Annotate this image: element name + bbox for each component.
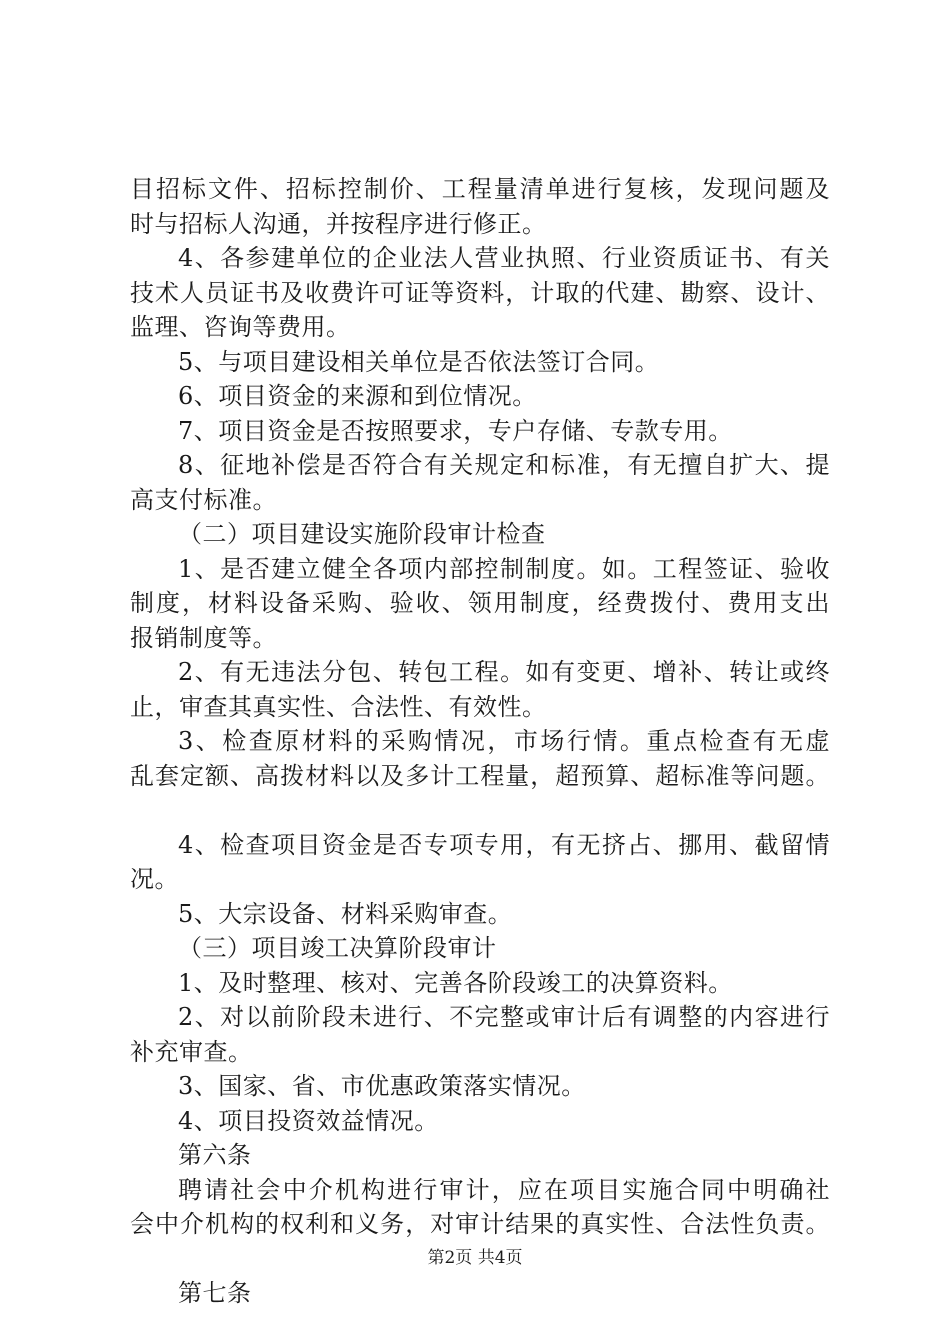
paragraph-line: 监理、咨询等费用。 [130, 313, 351, 341]
paragraph-line: 1、是否建立健全各项内部控制制度。如。工程签证、验收 [178, 554, 830, 583]
blank-line [130, 793, 830, 828]
paragraph-line: 3、检查原材料的采购情况，市场行情。重点检查有无虚 [178, 727, 830, 755]
paragraph-line: 6、项目资金的来源和到位情况。 [178, 382, 537, 410]
paragraph-line: 5、与项目建设相关单位是否依法签订合同。 [178, 347, 660, 376]
paragraph-line: 第七条 [178, 1279, 252, 1307]
paragraph-line: 目招标文件、招标控制价、工程量清单进行复核，发现问题及 [130, 175, 830, 203]
paragraph-line: 时与招标人沟通，并按程序进行修正。 [130, 209, 547, 238]
paragraph-line: 况。 [130, 865, 179, 893]
paragraph-line: 止，审查其真实性、合法性、有效性。 [130, 692, 547, 721]
paragraph-line: 2、对以前阶段未进行、不完整或审计后有调整的内容进行 [178, 1003, 830, 1031]
paragraph-line: 1、及时整理、核对、完善各阶段竣工的决算资料。 [178, 968, 733, 997]
page-footer: 第2页 共4页 [427, 1248, 523, 1268]
paragraph-line: 5、大宗设备、材料采购审查。 [178, 899, 513, 928]
paragraph-line: 7、项目资金是否按照要求，专户存储、专款专用。 [178, 416, 733, 445]
paragraph-line: 制度，材料设备采购、验收、领用制度，经费拨付、费用支出 [130, 589, 830, 617]
paragraph-line: 报销制度等。 [130, 623, 277, 652]
paragraph-line: 8、征地补偿是否符合有关规定和标准，有无擅自扩大、提 [178, 451, 830, 479]
paragraph-line: 乱套定额、高拨材料以及多计工程量，超预算、超标准等问题。 [130, 761, 830, 790]
paragraph-line: 2、有无违法分包、转包工程。如有变更、增补、转让或终 [178, 658, 830, 686]
paragraph-line: 4、各参建单位的企业法人营业执照、行业资质证书、有关 [178, 244, 830, 272]
paragraph-line: 高支付标准。 [130, 485, 277, 514]
paragraph-line: 技术人员证书及收费许可证等资料，计取的代建、勘察、设计、 [130, 278, 830, 307]
paragraph-line: 3、国家、省、市优惠政策落实情况。 [178, 1072, 586, 1100]
paragraph-line: （三）项目竣工决算阶段审计 [178, 934, 497, 962]
paragraph-line: 聘请社会中介机构进行审计，应在项目实施合同中明确社 [178, 1175, 830, 1204]
paragraph-line: 4、检查项目资金是否专项专用，有无挤占、挪用、截留情 [178, 830, 830, 859]
paragraph-line: 4、项目投资效益情况。 [178, 1106, 439, 1135]
document-body [130, 172, 830, 1311]
paragraph-line: 第六条 [178, 1141, 252, 1169]
paragraph-line: （二）项目建设实施阶段审计检查 [178, 520, 546, 548]
paragraph-line: 补充审查。 [130, 1037, 253, 1066]
paragraph-line: 会中介机构的权利和义务，对审计结果的真实性、合法性负责。 [130, 1210, 830, 1238]
